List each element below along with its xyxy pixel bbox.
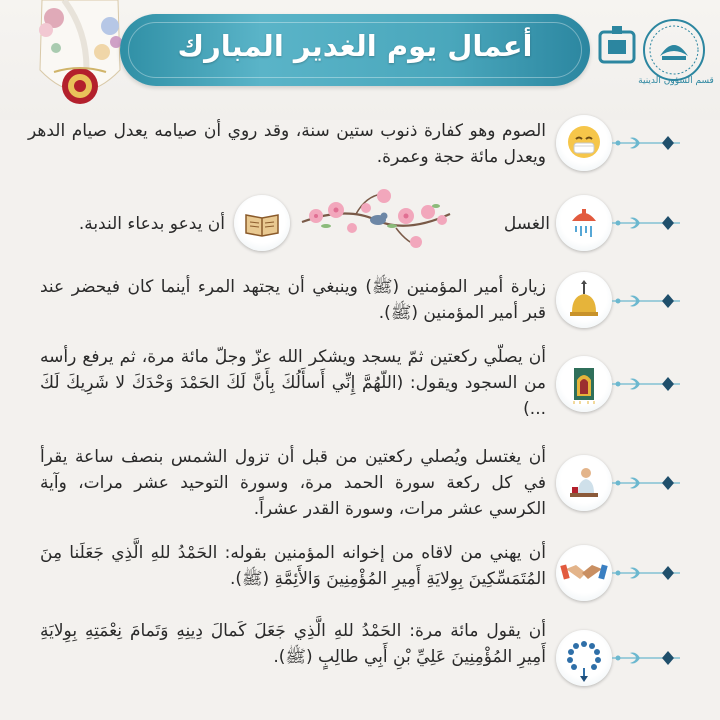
shrine-dome-icon — [556, 272, 612, 328]
item-text: أن يغتسل ويُصلي ركعتين من قبل أن تزول الشمس بنصف ساعة يقرأ في كل ركعة سورة الحمد مرة، وسورة التوحيد عشر مرات، وآية الكرسي عشر مرات، وسورة القدر عشراً. — [40, 447, 546, 519]
icon-badge — [556, 545, 612, 601]
item-text: أن يهني من لاقاه من إخوانه المؤمنين بقوله: الحَمْدُ للهِ الَّذِي جَعَلَنا مِنَ المُتَمَسِّكِينَ بِوِلايَةِ أَمِيرِ المُؤْمِنِينَ وَالأَئِمَّةِ (ﷺ). — [40, 543, 546, 589]
ornament-divider-icon — [606, 290, 686, 312]
item-text: أن يقول مائة مرة: الحَمْدُ للهِ الَّذِي جَعَلَ كَمالَ دِينِهِ وَتَمامَ نِعْمَتِهِ بِوِلايَةِ أَمِيرِ المُؤْمِنِينَ عَلِيِّ بْنِ أَبِي طالِبٍ (ﷺ). — [40, 621, 546, 667]
shower-icon — [556, 195, 612, 251]
prayer-beads-icon — [556, 630, 612, 686]
praying-person-icon — [556, 455, 612, 511]
fasting-face-icon — [556, 115, 612, 171]
handshake-icon — [556, 545, 612, 601]
shrine-emblem-icon — [640, 16, 708, 84]
ornament-divider-icon — [606, 212, 686, 234]
ornament-divider-icon — [606, 472, 686, 494]
ornament-divider-icon — [606, 132, 686, 154]
ornament-divider-icon — [606, 647, 686, 669]
department-logo-icon — [594, 22, 640, 72]
title-banner — [120, 14, 590, 86]
icon-badge — [556, 630, 612, 686]
item-text: أن يصلّي ركعتين ثمّ يسجد ويشكر الله عزّ وجلّ مائة مرة، ثم يرفع رأسه من السجود ويقول: (اللّهُمَّ إِنِّي أَسأَلُكَ بِأَنَّ لَكَ الحَمْدَ وَحْدَكَ لا شَرِيكَ لَكَ ...) — [40, 347, 546, 419]
page-title: أعمال يوم الغدير المبارك — [177, 29, 533, 63]
blossom-branch-icon — [296, 186, 456, 252]
item-text: زيارة أمير المؤمنين (ﷺ) وينبغي أن يجتهد المرء أينما كان فيحضر عند قبر أمير المؤمنين (ﷺ). — [40, 277, 546, 323]
item-text: أن يدعو بدعاء الندبة. — [78, 214, 225, 234]
icon-badge — [556, 356, 612, 412]
ornament-divider-icon — [606, 373, 686, 395]
icon-badge — [556, 195, 612, 251]
item-text: الغسل — [503, 214, 550, 234]
prayer-mat-icon — [556, 356, 612, 412]
ornament-divider-icon — [606, 562, 686, 584]
open-book-icon — [234, 195, 290, 251]
icon-badge — [556, 455, 612, 511]
icon-badge — [234, 195, 290, 251]
item-text: الصوم وهو كفارة ذنوب ستين سنة، وقد روي أن صيامه يعدل صيام الدهر ويعدل مائة حجة وعمرة. — [28, 121, 546, 167]
icon-badge — [556, 115, 612, 171]
department-label: قسم الشؤون الدينية — [638, 76, 714, 86]
icon-badge — [556, 272, 612, 328]
